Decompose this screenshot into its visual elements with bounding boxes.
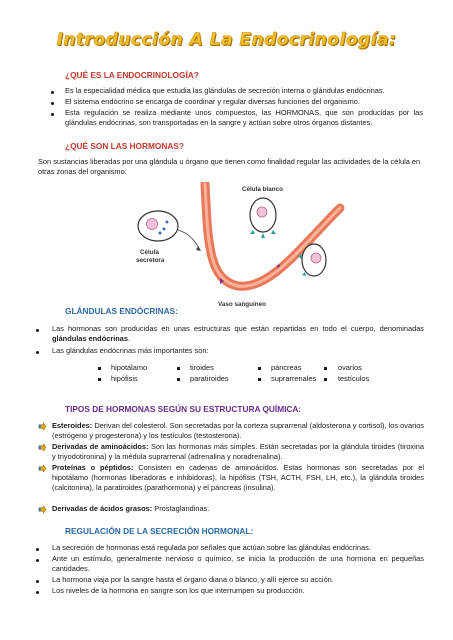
secretory-cell [138,211,178,241]
arrow-bullet-icon [38,443,47,452]
gland-item: hipotálamo [111,363,148,372]
bullet-dot [36,580,39,583]
bullet-dot [36,548,39,551]
term-amino-derived: Derivadas de aminoácidos: [52,442,149,451]
glands-text: Las hormonas son producidas en unas estructuras que están repartidas en todo el cuerpo, denominadas [52,324,424,333]
heading-what-are-hormones: ¿QUÉ SON LAS HORMONAS? [65,141,184,151]
hormone-diagram [100,182,360,310]
square-bullet [177,367,180,370]
list-item: La hormona viaja por la sangre hasta el órgano diana o blanco, y allí ejerce su acción. [52,575,334,584]
heading-endocrine-glands: GLÁNDULAS ENDÓCRINAS: [65,306,178,316]
desc-amino-derived: Son las hormonas más simples. Están secretadas por la glándula tiroides (tiroxina y triyodotironina) y la médula suprarrenal (adrenalina y noradrenalina). [52,442,424,462]
gland-item: ovarios [338,363,362,372]
list-item [52,442,424,462]
arrow-bullet-icon [38,505,47,514]
list-item: Los niveles de la hormona en sangre son los que interrumpen su producción. [52,586,305,595]
paragraph-hormones: Son sustancias liberadas por una glándula u órgano que tienen como finalidad regular las actividades de la célula en otras zonas del organismo. [38,157,421,177]
bullet-dot [51,91,54,94]
square-bullet [258,367,261,370]
list-item: Ante un estímulo, generalmente nervioso o químico, se inicia la producción de una hormona en pequeñas cantidades. [52,554,424,574]
desc-proteins: Consisten en cadenas de aminoácidos. Estas hormonas son secretadas por el hipotálamo (hormonas liberadoras e inhibidoras), la hipófisis (TSH, ACTH, FSH, LH, etc.), la glándula tiroides (calcitonina), la paratiroides (parathormona) y el páncreas (insulina). [52,463,424,493]
gland-item: testículos [338,374,370,383]
square-bullet [98,367,101,370]
label-target-cell: Célula blanco [242,186,283,193]
gland-item: suprarrenales [271,374,317,383]
gland-item: paratiroides [190,374,229,383]
heading-hormonal-regulation: REGULACIÓN DE LA SECRECIÓN HORMONAL: [65,526,254,536]
square-bullet [324,378,327,381]
label-secretory-cell-1: Célula [140,249,159,256]
gland-item: tiroides [190,363,214,372]
list-item: La secreción de hormonas está regulada por señales que actúan sobre las glándulas endócrinas. [52,543,371,552]
list-item: El sistema endócrino se encarga de coordinar y regular diversas funciones del organismo. [65,97,360,106]
term-proteins: Proteínas o péptidos: [52,463,134,472]
bullet-dot [51,113,54,116]
arrow-bullet-icon [38,464,47,473]
gland-item: hipófisis [111,374,138,383]
list-item [52,324,424,344]
heading-what-is-endocrinology: ¿QUÉ ES LA ENDOCRINOLOGÍA? [65,70,199,80]
term-steroids: Esteroides: [52,421,93,430]
square-bullet [258,378,261,381]
list-item [52,421,424,441]
heading-hormone-types: TIPOS DE HORMONAS SEGÚN SU ESTRUCTURA QUÍMICA: [65,404,302,414]
bullet-dot [36,351,39,354]
square-bullet [98,378,101,381]
list-item [52,463,424,494]
list-item: Las glándulas endócrinas más importantes son: [52,346,209,355]
label-secretory-cell-2: secretora [136,257,165,264]
list-item [52,504,424,514]
bullet-dot [36,559,39,562]
bullet-dot [36,591,39,594]
list-item: Esta regulación se realiza mediante unos compuestos, las HORMONAS, que son producidas por las glándulas endócrinas, son transportadas en la sangre y actúan sobre otros órganos distantes. [65,108,423,128]
desc-fatty-acids: Prostaglandinas. [152,504,210,513]
desc-steroids: Derivan del colesterol. Son secretadas por la corteza suprarrenal (aldosterona y cortisol), los ovarios (estrógeno y progesterona) y los testículos (testosterona). [52,421,424,441]
bullet-dot [36,329,39,332]
list-item: Es la especialidad médica que estudia las glándulas de secreción interna o glándulas endócrinas. [65,86,385,95]
bullet-dot [51,102,54,105]
arrow-bullet-icon [38,422,47,431]
glands-bold-term: glándulas endócrinas [52,334,128,344]
square-bullet [324,367,327,370]
square-bullet [177,378,180,381]
term-fatty-acids: Derivadas de ácidos grasos: [52,504,153,513]
period: . [127,334,131,344]
gland-item: páncreas [271,363,302,372]
label-blood-vessel: Vaso sanguíneo [218,301,266,308]
page-title: Introducción A La Endocrinología: [56,30,397,50]
